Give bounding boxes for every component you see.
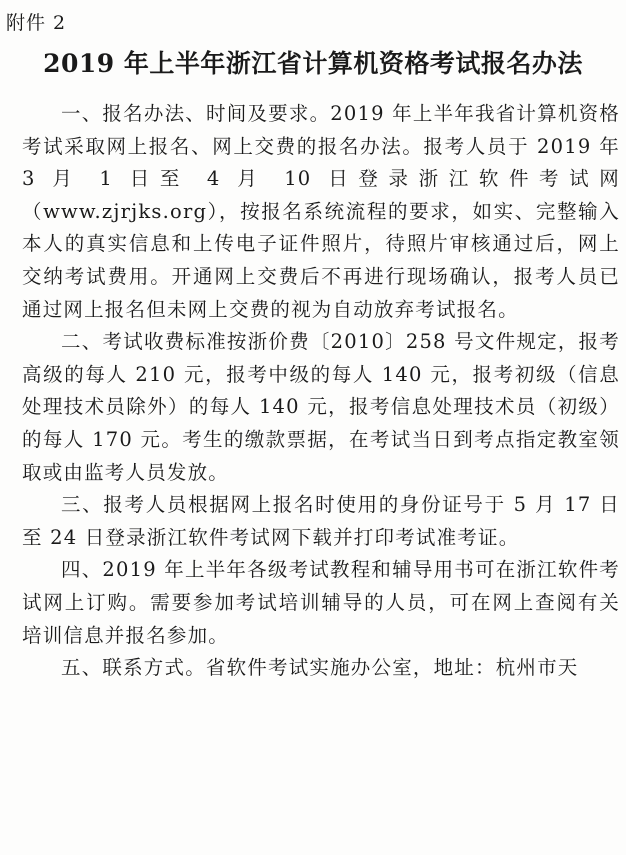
paragraph-contact: 五、联系方式。省软件考试实施办公室，地址：杭州市天 (61, 656, 579, 680)
document-body (22, 98, 620, 685)
paragraph-registration-method: 一、报名办法、时间及要求。2019 年上半年我省计算机资格考试采取网上报名、网上交费的报名办法。报考人员于 2019 年 3 月 1 日至 4 月 10 日登录浙江软件考试网（www.zjrjks.org），按报名系统流程的要求，如实、完整输入本人的真实信息和上传电子证件照片，待照片审核通过后，网上交纳考试费用。开通网上交费后不再进行现场确认，报考人员已通过网上报名但未网上交费的视为自动放弃考试报名。 (22, 102, 620, 321)
paragraph-admission-ticket: 三、报考人员根据网上报名时使用的身份证号于 5 月 17 日至 24 日登录浙江软件考试网下载并打印考试准考证。 (22, 493, 620, 549)
paragraph-fee-standard: 二、考试收费标准按浙价费〔2010〕258 号文件规定，报考高级的每人 210 元，报考中级的每人 140 元，报考初级（信息处理技术员除外）的每人 140 元，报考信息处理技术员（初级）的每人 170 元。考生的缴款票据，在考试当日到考点指定教室领取或由监考人员发放。 (22, 330, 620, 484)
attachment-label: 附件 2 (6, 12, 67, 34)
paragraph-textbooks-training: 四、2019 年上半年各级考试教程和辅导用书可在浙江软件考试网上订购。需要参加考试培训辅导的人员，可在网上查阅有关培训信息并报名参加。 (22, 558, 620, 647)
document-title: 2019 年上半年浙江省计算机资格考试报名办法 (43, 49, 583, 78)
